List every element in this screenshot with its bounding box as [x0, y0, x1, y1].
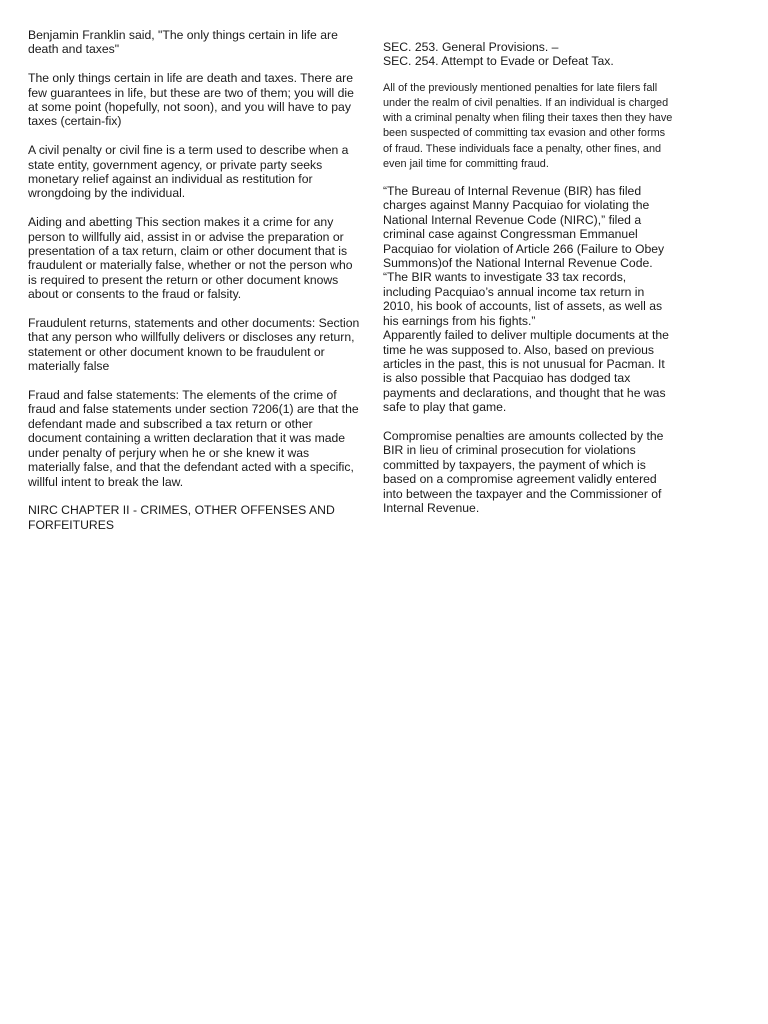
nirc-chapter-heading: NIRC CHAPTER II - CRIMES, OTHER OFFENSES AND FORFEITURES — [28, 503, 335, 532]
apparently-paragraph: Apparently failed to deliver multiple documents at the time he was supposed to. Also, based on previous articles in the past, this is not unusual for Pacman. It is also possible that Pacquiao has dodged tax payments and declarations, and thought that he was safe to play that game. — [383, 328, 669, 415]
right-column — [383, 26, 675, 515]
sec-253-heading: SEC. 253. General Provisions. – — [383, 40, 559, 54]
fraudulent-returns-paragraph: Fraudulent returns, statements and other documents: Section that any person who willfully delivers or discloses any return, statement or other document known to be fraudulent or materially false — [28, 316, 360, 374]
sec-254-heading: SEC. 254. Attempt to Evade or Defeat Tax. — [383, 54, 614, 69]
franklin-quote: Benjamin Franklin said, "The only things certain in life are death and taxes" — [28, 28, 338, 57]
fraud-false-statements-paragraph: Fraud and false statements: The elements of the crime of fraud and false statements under section 7206(1) are that the defendant made and subscribed a tax return or other document containing a written declaration that it was made under penalty of perjury when he or she knew it was materially false, and that the defendant acted with a specific, willful intent to break the law. — [28, 388, 359, 489]
intro-paragraph: The only things certain in life are death and taxes. There are few guarantees in life, but these are two of them; you will die at some point (hopefully, not soon), and you will have to pay taxes (certain-fix) — [28, 71, 354, 129]
late-filers-paragraph: All of the previously mentioned penalties for late filers fall under the realm of civil penalties. If an individual is charged with a criminal penalty when filing their taxes then they have been suspected of committing tax evasion and other forms of fraud. These individuals face a penalty, other fines, and even jail time for committing fraud. — [383, 81, 673, 170]
civil-penalty-paragraph: A civil penalty or civil fine is a term used to describe when a state entity, government agency, or private party seeks monetary relief against an individual as restitution for wrongdoing by the individual. — [28, 143, 349, 201]
bir-case-paragraph: “The Bureau of Internal Revenue (BIR) has filed charges against Manny Pacquiao for violating the National Internal Revenue Code (NIRC),” filed a criminal case against Congressman Emmanuel Pacquiao for violation of Article 266 (Failure to Obey Summons)of the National Internal Revenue Code. “The BIR wants to investigate 33 tax records, including Pacquiao’s annual income tax return in 2010, his book of accounts, list of assets, as well as his earnings from his fights.” — [383, 184, 665, 328]
compromise-penalties-paragraph: Compromise penalties are amounts collected by the BIR in lieu of criminal prosecution for violations committed by taxpayers, the payment of which is based on a compromise agreement validly entered into between the taxpayer and the Commissioner of Internal Revenue. — [383, 428, 664, 515]
left-column — [28, 26, 362, 532]
aiding-abetting-paragraph: Aiding and abetting This section makes it a crime for any person to willfully aid, assist in or advise the preparation or presentation of a tax return, claim or other document that is fraudulent or materially false, whether or not the person who is required to present the return or other document knows about or consents to the fraud or falsity. — [28, 215, 353, 302]
